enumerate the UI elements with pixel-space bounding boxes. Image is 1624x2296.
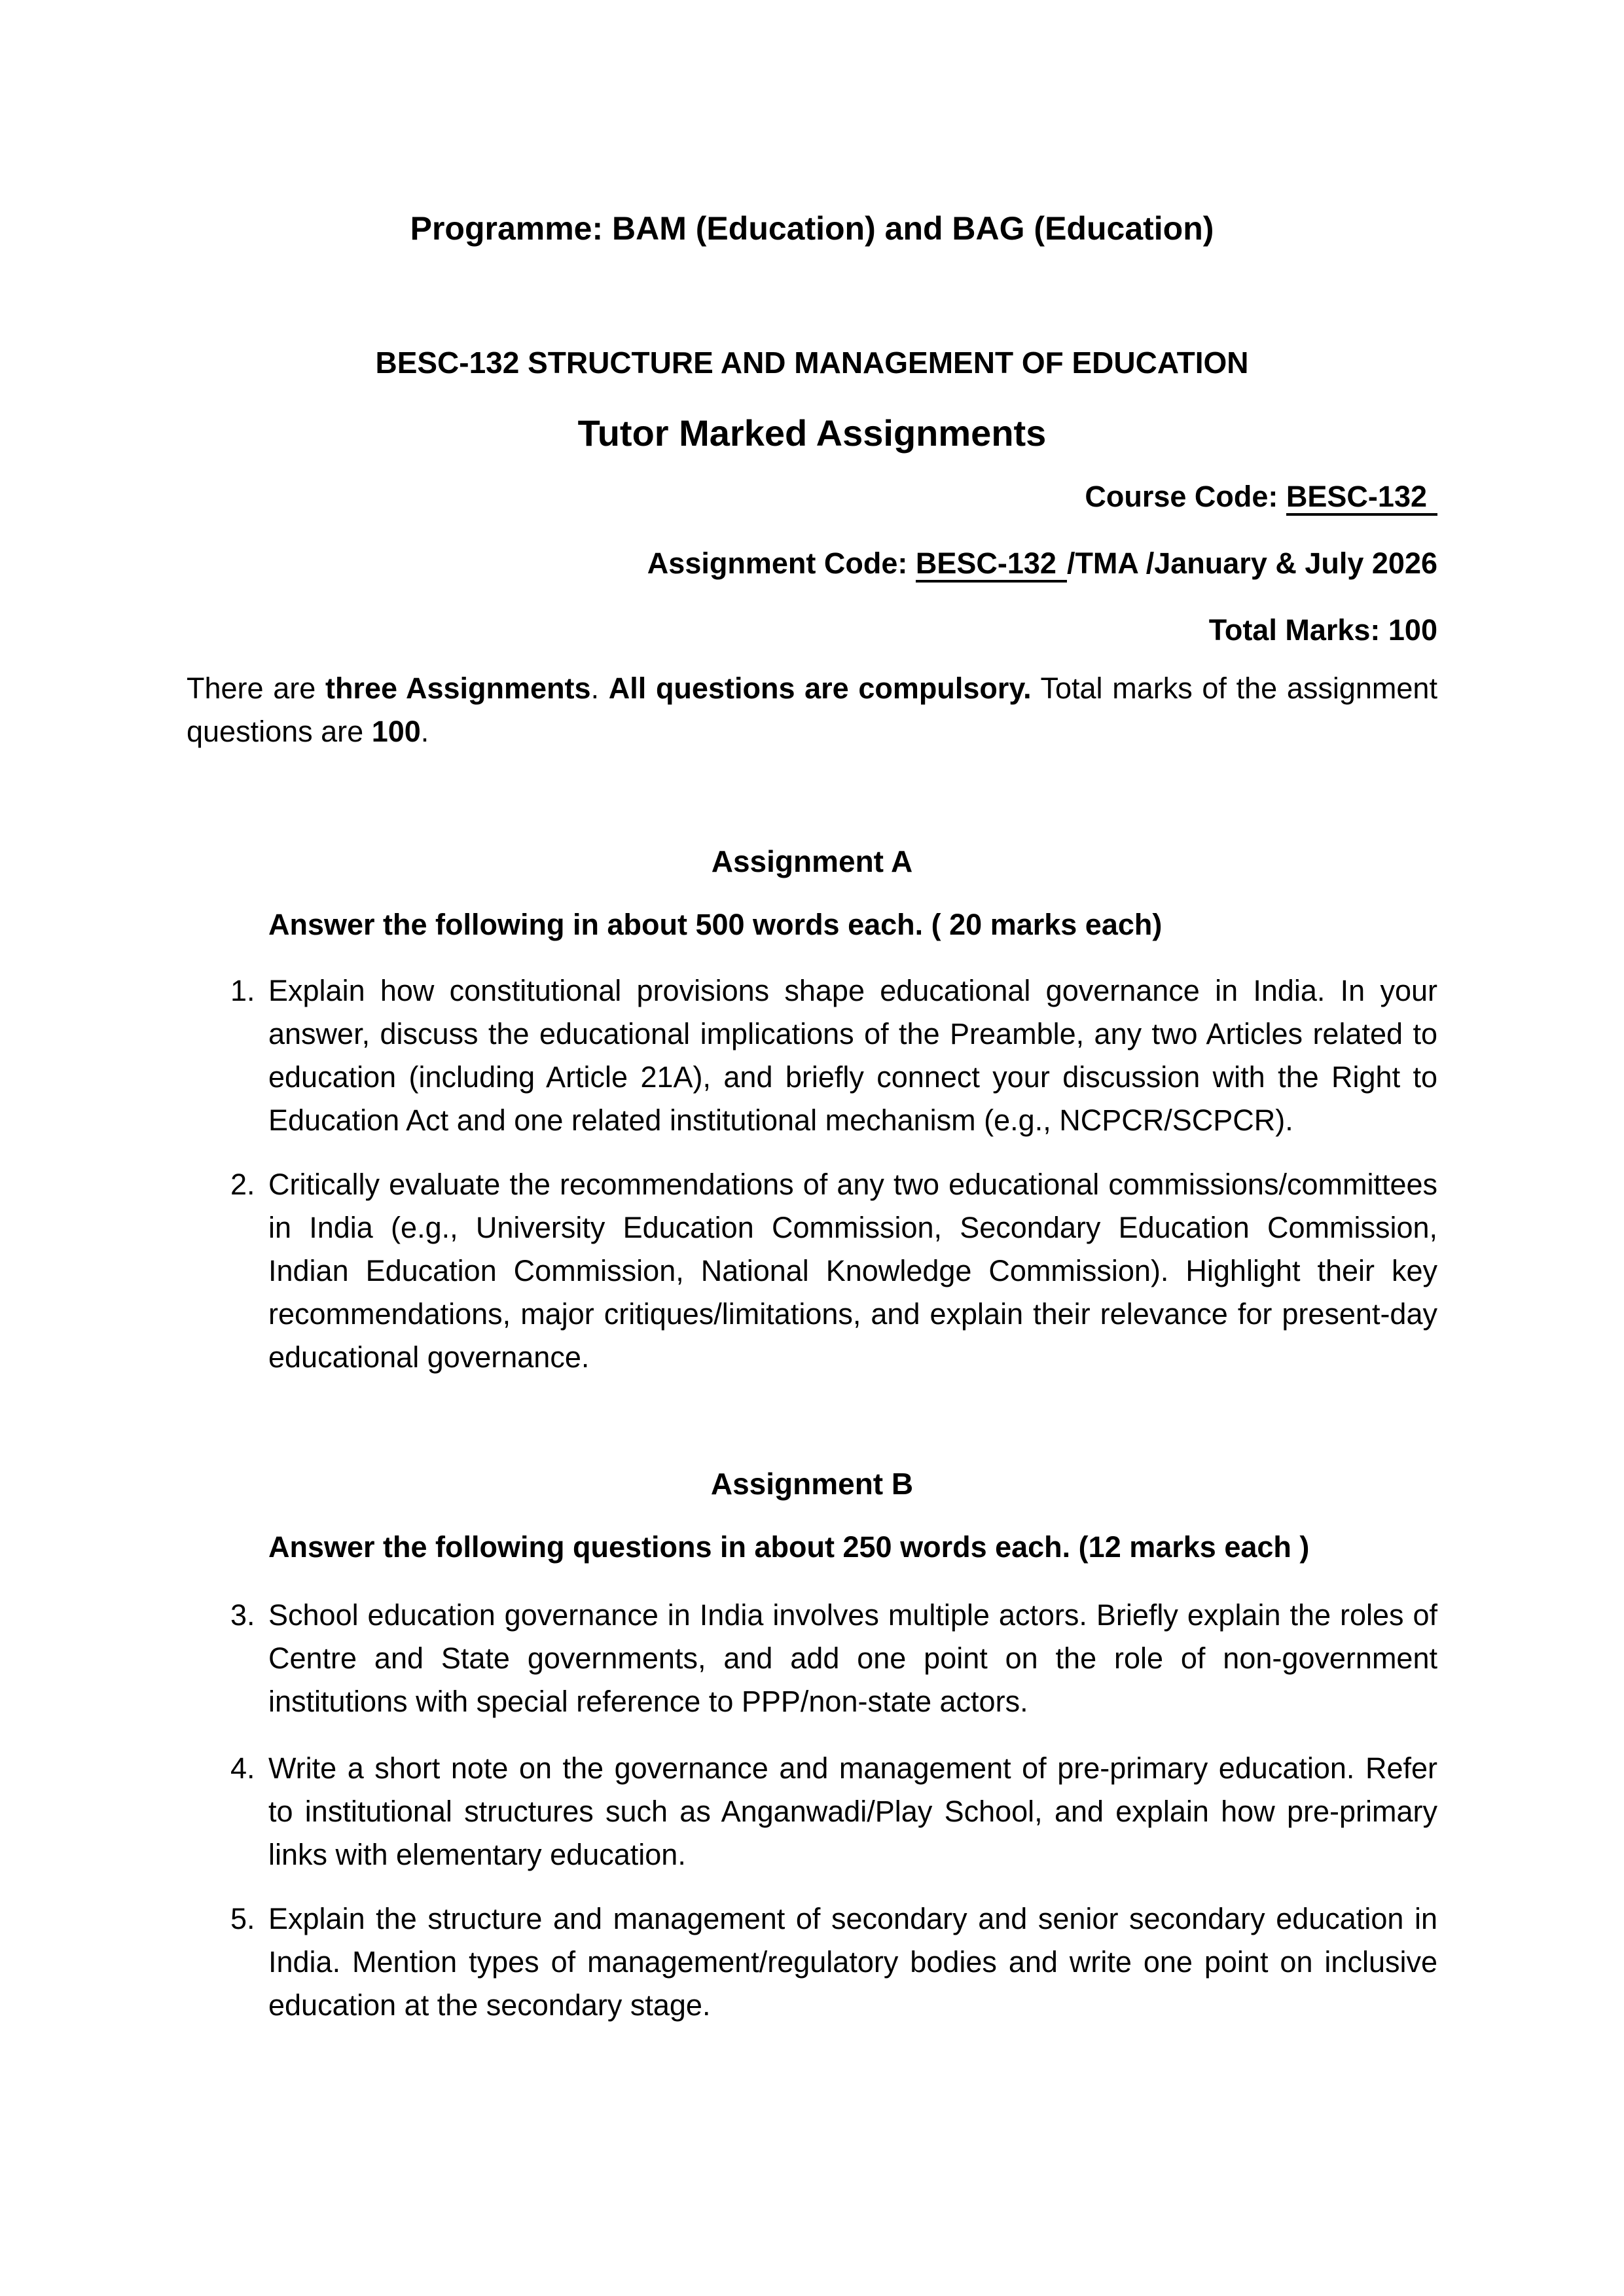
intro-text-1: There are (187, 672, 325, 705)
intro-text-4: . (420, 715, 429, 748)
intro-bold-2: All questions are compulsory. (608, 672, 1032, 705)
section-assignment-a (187, 842, 1437, 1379)
intro-paragraph (187, 667, 1437, 753)
question-1 (187, 969, 1437, 1142)
intro-bold-1: three Assignments (325, 672, 591, 705)
assignment-code-value: BESC-132 (916, 547, 1067, 583)
section-assignment-b (187, 1465, 1437, 2027)
course-code-value: BESC-132 (1286, 480, 1437, 516)
question-1-text: Explain how constitutional provisions shape educational governance in India. In your answer, discuss the educational implications of the Preamble, any two Articles related to education (including Article 21A), and briefly connect your discussion with the Right to Education Act and one related institutional mechanism (e.g., NCPCR/SCPCR). (268, 974, 1437, 1137)
assignment-a-heading: Assignment A (711, 844, 913, 878)
question-3-number: 3. (230, 1598, 255, 1632)
question-5 (187, 1897, 1437, 2027)
question-2-number: 2. (230, 1168, 255, 1201)
question-3-text: School education governance in India involves multiple actors. Briefly explain the roles of Centre and State governments, and add one point on the role of non-government institutions with special reference to PPP/non-state actors. (268, 1598, 1437, 1718)
question-2 (187, 1163, 1437, 1379)
total-marks-line: Total Marks: 100 (1208, 613, 1437, 647)
question-5-text: Explain the structure and management of secondary and senior secondary education in India. Mention types of management/regulatory bodies and write one point on inclusive education at the secondary stage. (268, 1902, 1437, 2022)
course-code-label: Course Code: (1085, 480, 1286, 513)
assignment-a-instruction: Answer the following in about 500 words each. ( 20 marks each) (268, 908, 1163, 941)
question-5-number: 5. (230, 1902, 255, 1935)
programme-title: Programme: BAM (Education) and BAG (Education) (410, 210, 1214, 247)
assignment-b-heading: Assignment B (710, 1467, 914, 1501)
question-4-text: Write a short note on the governance and management of pre-primary education. Refer to institutional structures such as Anganwadi/Play School, and explain how pre-primary links with elementary education. (268, 1751, 1437, 1871)
question-4 (187, 1747, 1437, 1876)
question-3 (187, 1594, 1437, 1723)
intro-bold-3: 100 (371, 715, 421, 748)
document-content (187, 0, 1437, 2027)
question-4-number: 4. (230, 1751, 255, 1785)
intro-text-2: . (590, 672, 609, 705)
assignment-code-line (187, 544, 1437, 583)
question-2-text: Critically evaluate the recommendations of any two educational commissions/committees in India (e.g., University Education Commission, Secondary Education Commission, Indian Education Commission, National Knowledge Commission). Highlight their key recommendations, major critiques/limitations, and explain their relevance for present-day educational governance. (268, 1168, 1437, 1374)
question-1-number: 1. (230, 974, 255, 1007)
course-code-line (187, 477, 1437, 516)
course-heading: BESC-132 STRUCTURE AND MANAGEMENT OF EDUCATION (375, 346, 1249, 380)
assignment-code-rest: /TMA /January & July 2026 (1066, 547, 1437, 580)
intro-text-3: Total marks of the assignment questions are (187, 672, 1437, 748)
assignment-code-label: Assignment Code: (647, 547, 916, 580)
document-subtitle: Tutor Marked Assignments (577, 412, 1047, 454)
assignment-b-instruction: Answer the following questions in about 250 words each. (12 marks each ) (268, 1530, 1310, 1564)
